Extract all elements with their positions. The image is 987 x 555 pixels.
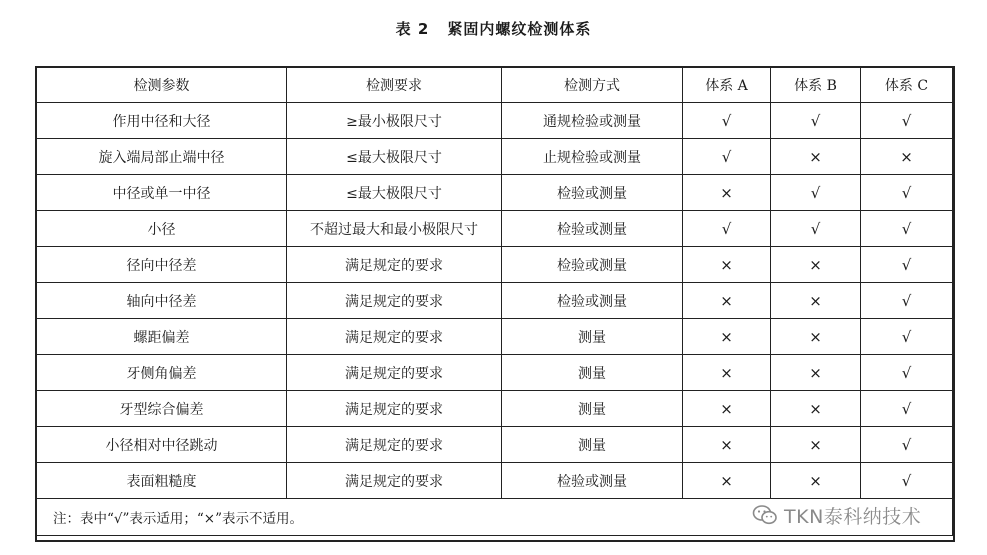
param-cell: 作用中径和大径 [37, 103, 287, 139]
system-b-mark: √ [771, 103, 861, 139]
system-b-mark: × [771, 283, 861, 319]
method-cell: 测量 [502, 319, 683, 355]
param-cell: 表面粗糙度 [37, 463, 287, 499]
param-cell: 中径或单一中径 [37, 175, 287, 211]
table-caption [0, 18, 987, 39]
param-cell: 轴向中径差 [37, 283, 287, 319]
method-cell: 检验或测量 [502, 463, 683, 499]
system-b-mark: × [771, 247, 861, 283]
table-row [37, 139, 953, 175]
system-a-mark: × [683, 355, 771, 391]
method-cell: 测量 [502, 391, 683, 427]
system-c-mark: √ [861, 427, 953, 463]
method-cell: 检验或测量 [502, 175, 683, 211]
method-cell: 通规检验或测量 [502, 103, 683, 139]
system-a-mark: × [683, 427, 771, 463]
system-a-mark: × [683, 391, 771, 427]
requirement-cell: 满足规定的要求 [287, 283, 502, 319]
table-row [37, 355, 953, 391]
system-b-mark: × [771, 427, 861, 463]
method-cell: 测量 [502, 427, 683, 463]
watermark-text: TKN泰科纳技术 [784, 505, 922, 528]
system-c-mark: √ [861, 319, 953, 355]
requirement-cell: 满足规定的要求 [287, 247, 502, 283]
system-c-mark: √ [861, 355, 953, 391]
system-a-mark: × [683, 319, 771, 355]
column-header: 检测要求 [287, 68, 502, 103]
system-a-mark: √ [683, 139, 771, 175]
param-cell: 牙侧角偏差 [37, 355, 287, 391]
system-c-mark: × [861, 139, 953, 175]
system-c-mark: √ [861, 283, 953, 319]
system-b-mark: × [771, 463, 861, 499]
system-a-mark: √ [683, 103, 771, 139]
method-cell: 检验或测量 [502, 283, 683, 319]
table-row [37, 175, 953, 211]
watermark [752, 502, 921, 528]
requirement-cell: 满足规定的要求 [287, 427, 502, 463]
system-b-mark: × [771, 391, 861, 427]
system-c-mark: √ [861, 463, 953, 499]
table-row [37, 247, 953, 283]
system-c-mark: √ [861, 391, 953, 427]
requirement-cell: 满足规定的要求 [287, 391, 502, 427]
method-cell: 止规检验或测量 [502, 139, 683, 175]
system-c-mark: √ [861, 103, 953, 139]
table-row [37, 211, 953, 247]
requirement-cell: ≥最小极限尺寸 [287, 103, 502, 139]
column-header: 体系 A [683, 68, 771, 103]
table-title: 紧固内螺纹检测体系 [447, 20, 592, 38]
table-note: 注：表中“√”表示适用；“×”表示不适用。 [37, 499, 953, 536]
method-cell: 检验或测量 [502, 211, 683, 247]
system-c-mark: √ [861, 175, 953, 211]
header-row [37, 68, 953, 103]
system-a-mark: × [683, 283, 771, 319]
param-cell: 径向中径差 [37, 247, 287, 283]
system-a-mark: √ [683, 211, 771, 247]
system-c-mark: √ [861, 247, 953, 283]
table-row [37, 463, 953, 499]
table-row [37, 283, 953, 319]
param-cell: 旋入端局部止端中径 [37, 139, 287, 175]
system-a-mark: × [683, 247, 771, 283]
table-row [37, 391, 953, 427]
requirement-cell: ≤最大极限尺寸 [287, 139, 502, 175]
system-b-mark: × [771, 355, 861, 391]
column-header: 检测方式 [502, 68, 683, 103]
param-cell: 牙型综合偏差 [37, 391, 287, 427]
system-b-mark: × [771, 319, 861, 355]
column-header: 体系 C [861, 68, 953, 103]
requirement-cell: 满足规定的要求 [287, 319, 502, 355]
table-number: 表 2 [395, 20, 430, 38]
system-a-mark: × [683, 463, 771, 499]
system-b-mark: √ [771, 175, 861, 211]
table-row [37, 427, 953, 463]
requirement-cell: 满足规定的要求 [287, 355, 502, 391]
system-c-mark: √ [861, 211, 953, 247]
system-a-mark: × [683, 175, 771, 211]
system-b-mark: × [771, 139, 861, 175]
table-row [37, 103, 953, 139]
inspection-system-table [36, 67, 953, 536]
requirement-cell: 不超过最大和最小极限尺寸 [287, 211, 502, 247]
method-cell: 测量 [502, 355, 683, 391]
system-b-mark: √ [771, 211, 861, 247]
requirement-cell: ≤最大极限尺寸 [287, 175, 502, 211]
method-cell: 检验或测量 [502, 247, 683, 283]
param-cell: 小径 [37, 211, 287, 247]
requirement-cell: 满足规定的要求 [287, 463, 502, 499]
table-row [37, 319, 953, 355]
wechat-icon [752, 504, 778, 526]
param-cell: 小径相对中径跳动 [37, 427, 287, 463]
column-header: 体系 B [771, 68, 861, 103]
column-header: 检测参数 [37, 68, 287, 103]
param-cell: 螺距偏差 [37, 319, 287, 355]
